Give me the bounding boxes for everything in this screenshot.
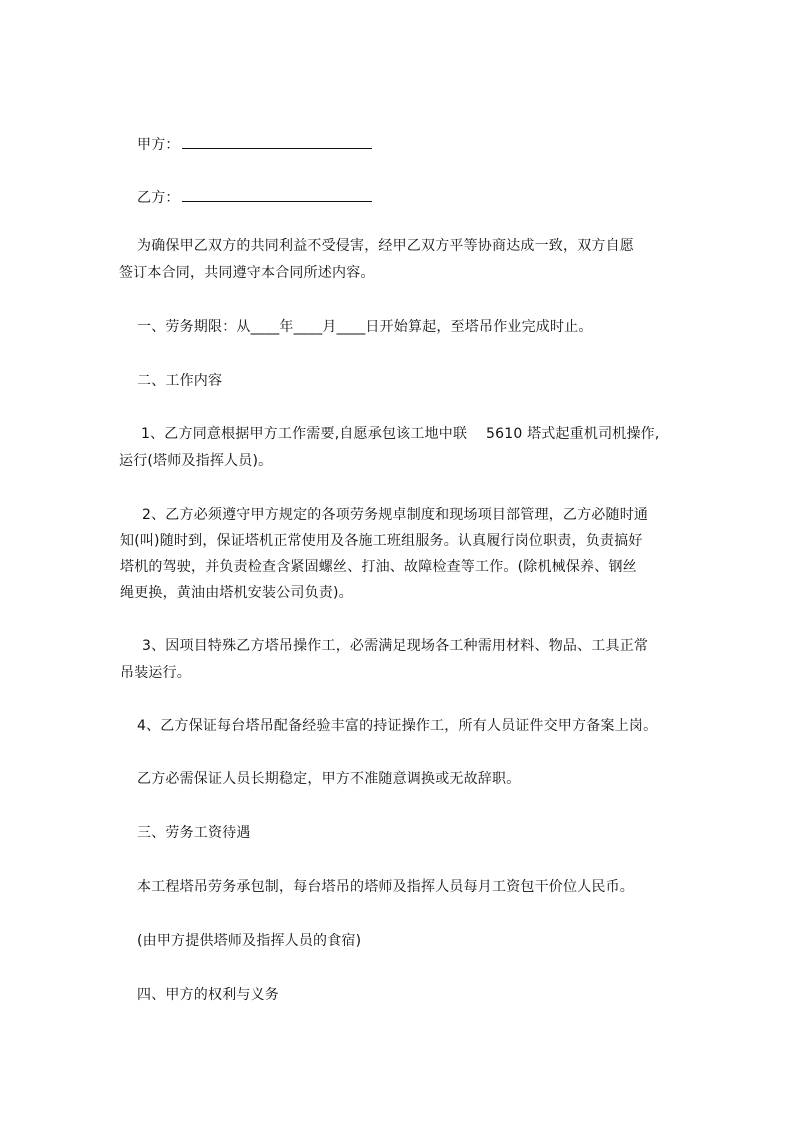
section-3-title: 三、劳务工资待遇 xyxy=(137,825,251,841)
party-b-label: 乙方： xyxy=(137,190,180,206)
stability-clause: 乙方必需保证人员长期稳定，甲方不准随意调换或无故辞职。 xyxy=(137,771,521,787)
party-a-line xyxy=(137,134,372,153)
intro-line-1: 为确保甲乙双方的共同利益不受侵害，经甲乙双方平等协商达成一致，双方自愿 xyxy=(137,238,634,254)
term-clause: 一、劳务期限：从____年____月____日开始算起，至塔吊作业完成时止。 xyxy=(137,319,593,335)
party-b-line xyxy=(137,187,372,206)
item-1-line-1: 1、乙方同意根据甲方工作需要,自愿承包该工地中联 5610 塔式起重机司机操作, xyxy=(141,426,660,442)
item-2-line-4: 绳更换，黄油由塔机安装公司负责)。 xyxy=(120,585,353,601)
item-4: 4、乙方保证每台塔吊配备经验丰富的持证操作工，所有人员证件交甲方备案上岗。 xyxy=(137,718,658,734)
item-3-line-1: 3、因项目特殊乙方塔吊操作工，必需满足现场各工种需用材料、物品、工具正常 xyxy=(142,638,649,654)
item-2-line-2: 知(叫)随时到，保证塔机正常使用及各施工班组服务。认真履行岗位职责，负责搞好 xyxy=(120,533,643,549)
party-a-label: 甲方： xyxy=(137,137,180,153)
wage-clause: 本工程塔吊劳务承包制，每台塔吊的塔师及指挥人员每月工资包干价位人民币。 xyxy=(137,879,634,895)
section-2-title: 二、工作内容 xyxy=(137,373,223,389)
item-3-line-2: 吊装运行。 xyxy=(120,665,191,681)
item-1-line-2: 运行(塔师及指挥人员)。 xyxy=(119,453,273,469)
party-b-blank xyxy=(182,187,372,202)
intro-line-2: 签订本合同，共同遵守本合同所述内容。 xyxy=(119,265,375,281)
item-2-line-1: 2、乙方必须遵守甲方规定的各项劳务规卓制度和现场项目部管理，乙方必随时通 xyxy=(142,507,649,523)
section-4-title: 四、甲方的权利与义务 xyxy=(137,987,279,1003)
item-2-line-3: 塔机的驾驶，并负责检查含紧固螺丝、打油、故障检查等工作。(除机械保养、钢丝 xyxy=(120,559,637,575)
party-a-blank xyxy=(182,134,372,149)
meals-note: (由甲方提供塔师及指挥人员的食宿) xyxy=(137,933,362,949)
